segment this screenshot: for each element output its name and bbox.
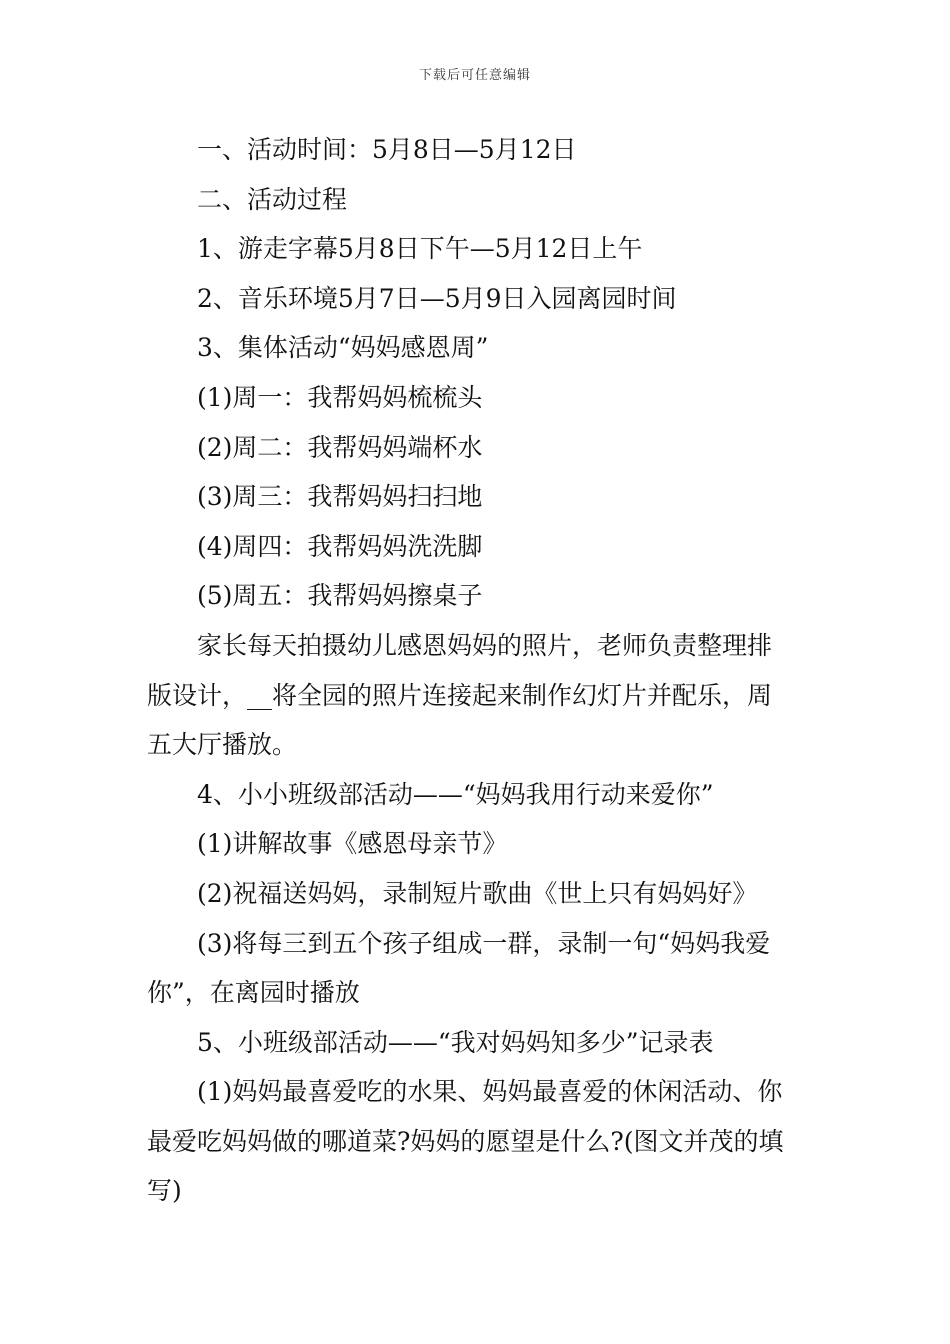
subitem-story: (1)讲解故事《感恩母亲节》: [197, 829, 508, 859]
paragraph-line: 最爱吃妈妈做的哪道菜?妈妈的愿望是什么?(图文并茂的填: [147, 1126, 784, 1156]
subitem-wednesday: (3)周三：我帮妈妈扫扫地: [197, 482, 483, 512]
item-group-activity: 3、集体活动“妈妈感恩周”: [197, 333, 489, 363]
paragraph-parents-photos: [147, 621, 813, 770]
paragraph-line: 五大厅播放。: [147, 730, 298, 760]
paragraph-form-questions: [147, 1067, 813, 1216]
subitem-song: (2)祝福送妈妈，录制短片歌曲《世上只有妈妈好》: [197, 878, 758, 908]
paragraph-record-sentence: [147, 919, 813, 1018]
activity-process-heading: 二、活动过程: [197, 184, 348, 214]
subitem-thursday: (4)周四：我帮妈妈洗洗脚: [197, 531, 483, 561]
item-music-environment: 2、音乐环境5月7日—5月9日入园离园时间: [197, 283, 677, 313]
paragraph-line: 家长每天拍摄幼儿感恩妈妈的照片，老师负责整理排: [197, 630, 773, 660]
document-body: [147, 125, 813, 1216]
subitem-monday: (1)周一：我帮妈妈梳梳头: [197, 382, 483, 412]
paragraph-line: (3)将每三到五个孩子组成一群，录制一句“妈妈我爱: [197, 928, 771, 958]
paragraph-line: 版设计，__将全园的照片连接起来制作幻灯片并配乐，周: [147, 680, 773, 710]
subitem-tuesday: (2)周二：我帮妈妈端杯水: [197, 432, 483, 462]
item-scrolling-captions: 1、游走字幕5月8日下午—5月12日上午: [197, 234, 643, 264]
header-note: 下载后可任意编辑: [418, 68, 531, 83]
activity-time: 一、活动时间：5月8日—5月12日: [197, 135, 577, 164]
item-record-form: 5、小班级部活动——“我对妈妈知多少”记录表: [197, 1027, 714, 1057]
item-small-class-activity: 4、小小班级部活动——“妈妈我用行动来爱你”: [197, 779, 714, 809]
paragraph-line: 写): [147, 1176, 182, 1206]
paragraph-line: (1)妈妈最喜爱吃的水果、妈妈最喜爱的休闲活动、你: [197, 1077, 783, 1107]
subitem-friday: (5)周五：我帮妈妈擦桌子: [197, 581, 483, 611]
paragraph-line: 你”，在离园时播放: [147, 978, 360, 1008]
